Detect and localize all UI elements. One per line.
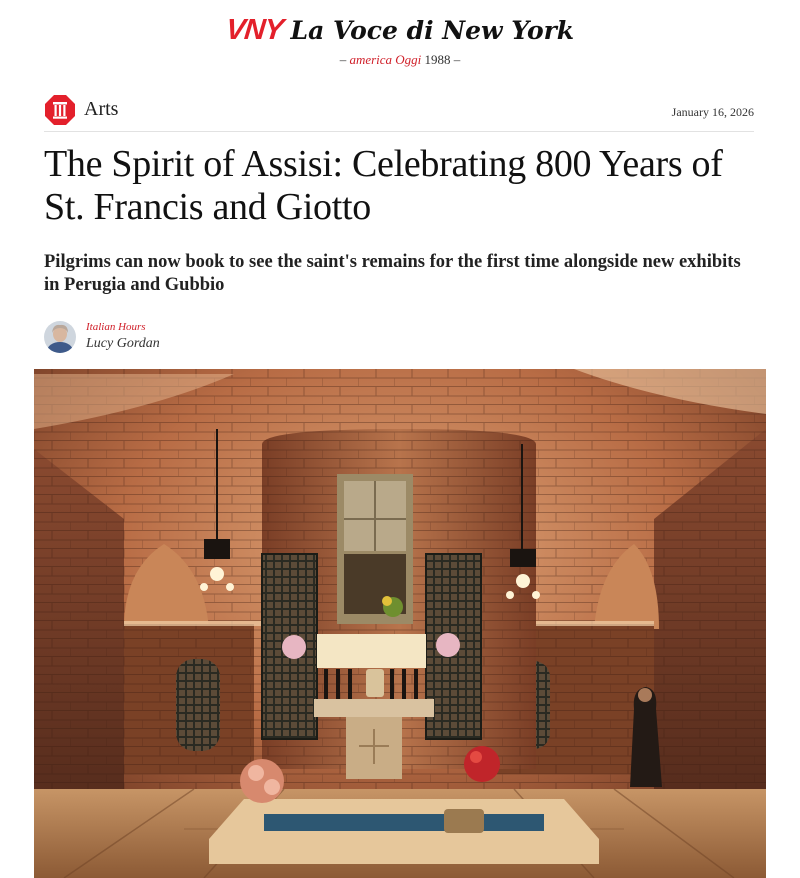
article-headline: The Spirit of Assisi: Celebrating 800 Years of St. Francis and Giotto	[44, 143, 723, 228]
masthead	[0, 14, 800, 74]
tagline-dash-left: –	[339, 52, 347, 67]
publish-date: January 16, 2026	[671, 105, 754, 119]
tagline-year: 1988	[424, 52, 451, 67]
site-name: La Voce di New York	[290, 15, 575, 45]
article-subheadline: Pilgrims can now book to see the saint's remains for the first time alongside new exhibits in Perugia and Gubbio	[44, 252, 741, 295]
site-tagline	[0, 52, 800, 68]
author-link[interactable]: Lucy Gordan	[86, 336, 160, 351]
tagline-dash-right: –	[453, 52, 461, 67]
section-row	[44, 88, 754, 132]
vny-logo-mark: VNY	[224, 13, 285, 46]
section-label: Arts	[84, 98, 119, 120]
column-link[interactable]: Italian Hours	[86, 321, 146, 333]
byline	[44, 320, 160, 354]
tagline-brand: america Oggi	[349, 52, 422, 67]
column-icon	[44, 94, 76, 126]
section-link-arts[interactable]	[44, 94, 118, 126]
site-logo-link[interactable]	[0, 14, 800, 46]
crypt-interior-icon	[34, 369, 766, 878]
author-avatar[interactable]	[44, 321, 76, 353]
